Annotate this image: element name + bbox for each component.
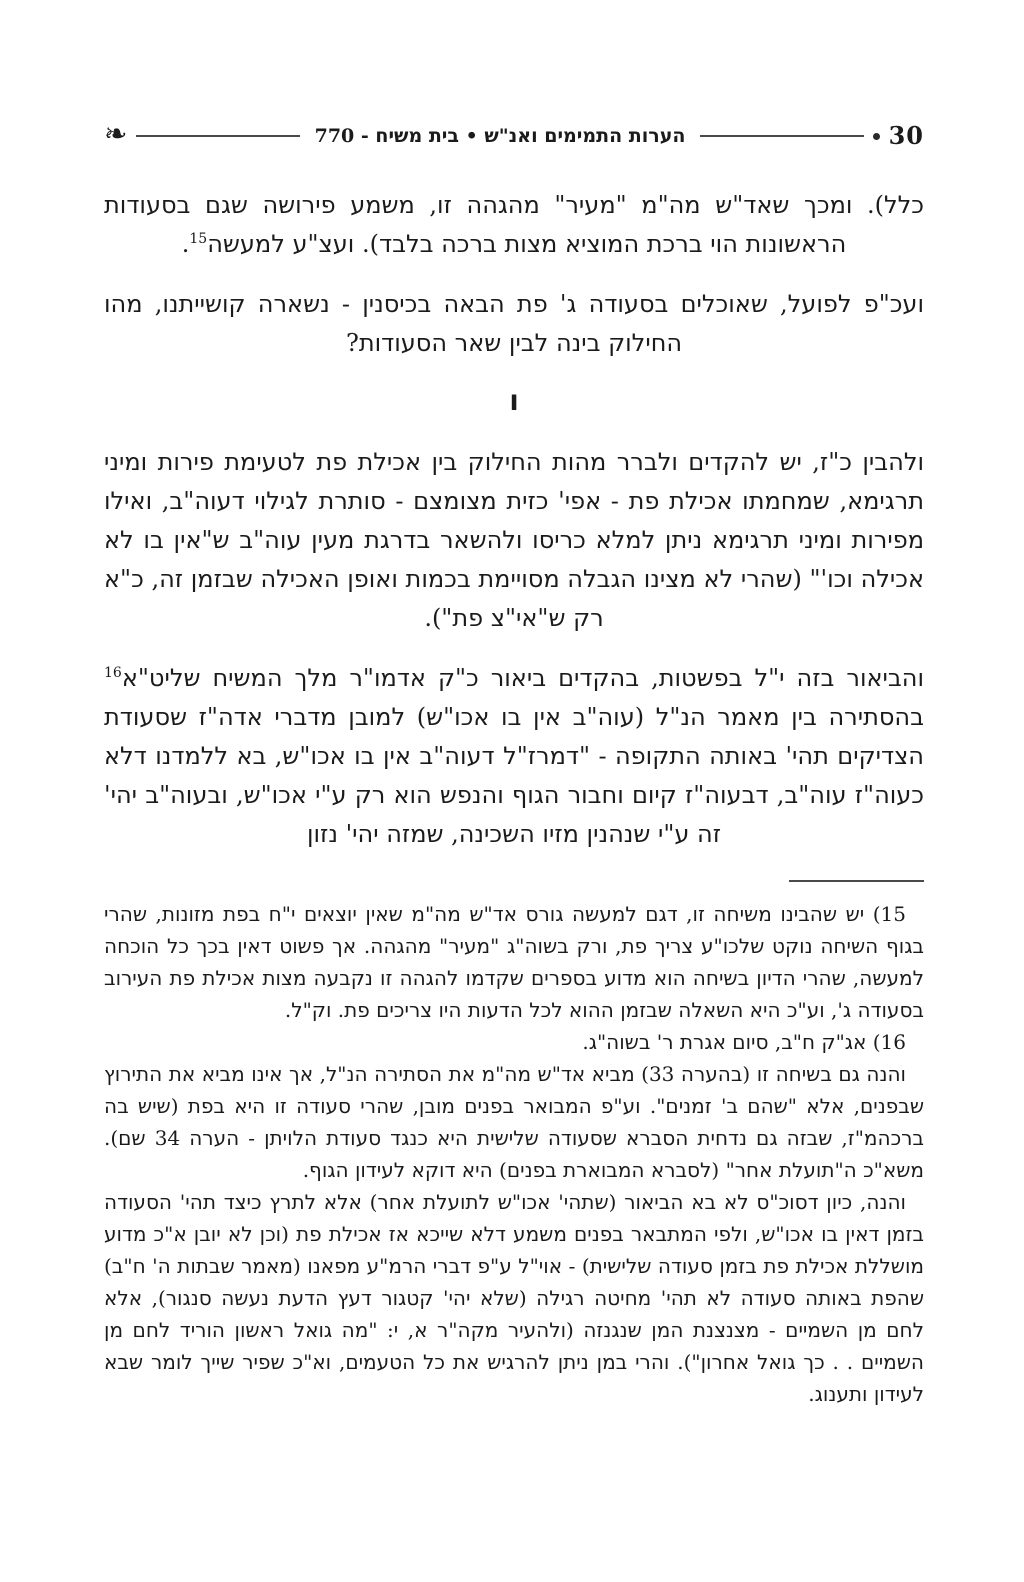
body-text	[104, 186, 924, 854]
section-marker: ו	[509, 384, 519, 417]
footnotes-section	[104, 880, 924, 1410]
paragraph-text: והביאור בזה י"ל בפשטות, בהקדים ביאור כ"ק אדמו"ר מלך המשיח שליט"א	[121, 664, 924, 692]
footnote-16: 16) אג"ק ח"ב, סיום אגרת ר' בשוה"ג.	[582, 1030, 906, 1054]
footnote-16-continued-1: והנה גם בשיחה זו (בהערה 33) מביא אד"ש מה"מ את הסתירה הנ"ל, אך אינו מביא את התירוץ שבפנים, אלא "שהם ב' זמנים". וע"פ המבואר בפנים מובן, שהרי סעודה זו היא בפת (שיש בה ברכהמ"ז, שבזה גם נדחית הסברא שסעודה שלישית היא כנגד סעודת הלויתן - הערה 34 שם). משא"כ ה"תועלת אחר" (לסברא המבוארת בפנים) היא דוקא לעידון הגוף.	[104, 1062, 924, 1182]
header-rule-right	[700, 135, 863, 137]
footnote-15: 15) יש שהבינו משיחה זו, דגם למעשה גורס אד"ש מה"מ שאין יוצאים י"ח בפת מזונות, שהרי בגוף השיחה נוקט שלכו"ע צריך פת, ורק בשוה"ג "מעיר" מהגהה. אך פשוט דאין בכך כל הוכחה למעשה, שהרי הדיון בשיחה הוא מדוע בספרים שקדמו להגהה זו נקבעה מצות אכילת פת העירוב בסעודה ג', וע"כ היא השאלה שבזמן ההוא לכל הדעות היו צריכים פת. וק"ל.	[104, 902, 924, 1022]
paragraph-text: כלל). ומכך שאד"ש מה"מ "מעיר" מהגהה זו, משמע פירושה שגם בסעודות הראשונות הוי ברכת המוציא מצות ברכה בלבד). ועצ"ע למעשה	[104, 191, 924, 258]
body-paragraph-3: ולהבין כ"ז, יש להקדים ולברר מהות החילוק בין אכילת פת לטעימת פירות ומיני תרגימא, שמחמתו אכילת פת - אפי' כזית מצומצם - סותרת לגילוי דעוה"ב, ואילו מפירות ומיני תרגימא ניתן למלא כריסו ולהשאר בדרגת מעין עוה"ב ש"אין בו לא אכילה וכו'" (שהרי לא מצינו הגבלה מסויימת בכמות ואופן האכילה שבזמן זה, כ"א רק ש"אי"צ פת").	[104, 448, 924, 632]
footnote-16-continued-2: והנה, כיון דסוכ"ס לא בא הביאור (שתהי' אכו"ש לתועלת אחר) אלא לתרץ כיצד תהי' הסעודה בזמן דאין בו אכו"ש, ולפי המתבאר בפנים משמע דלא שייכא אז אכילת פת (וכן לא יובן א"כ מדוע מושללת אכילת פת בזמן סעודה שלישית) - אוי"ל ע"פ דברי הרמ"ע מפאנו (מאמר שבתות ה' ח"ב) שהפת באותה סעודה לא תהי' מחיטה רגילה (שלא יהי' קטגור דעץ הדעת נעשה סנגור), אלא לחם מן השמיים - מצנצנת המן שנגנזה (ולהעיר מקה"ר א, י: "מה גואל ראשון הוריד לחם מן השמיים . . כך גואל אחרון"). והרי במן ניתן להרגיש את כל הטעמים, וא"כ שפיר שייך לומר שבא לעידון ותענוג.	[104, 1190, 924, 1406]
header-title: הערות התמימים ואנ"ש • בית משיח - 770	[314, 124, 686, 147]
paragraph-text: .	[181, 230, 190, 258]
header-flourish-icon: ❧	[104, 117, 128, 150]
page-header	[104, 117, 924, 150]
footnote-ref-15: 15	[189, 231, 208, 247]
footnote-separator	[789, 880, 924, 882]
body-paragraph-4	[104, 659, 924, 854]
footnote-ref-16: 16	[104, 665, 122, 681]
header-rule-left	[136, 135, 299, 137]
header-dot-icon	[873, 133, 880, 140]
paragraph-text: בהסתירה בין מאמר הנ"ל (עוה"ב אין בו אכו"ש) למובן מדברי אדה"ז שסעודת הצדיקים תהי' באותה התקופה - "דמרז"ל דעוה"ב אין בו אכו"ש, בא ללמדנו דלא כעוה"ז עוה"ב, דבעוה"ז קיום וחבור הגוף והנפש הוא רק ע"י אכו"ש, ובעוה"ב יהי' זה ע"י שנהנין מזיו השכינה, שמזה יהי' נזון	[104, 703, 924, 848]
body-paragraph-1	[104, 186, 924, 264]
body-paragraph-2: ועכ"פ לפועל, שאוכלים בסעודה ג' פת הבאה בכיסנין - נשארה קושייתנו, מהו החילוק בינה לבין שאר הסעודות?	[104, 290, 924, 357]
page-number: 30	[888, 121, 924, 150]
